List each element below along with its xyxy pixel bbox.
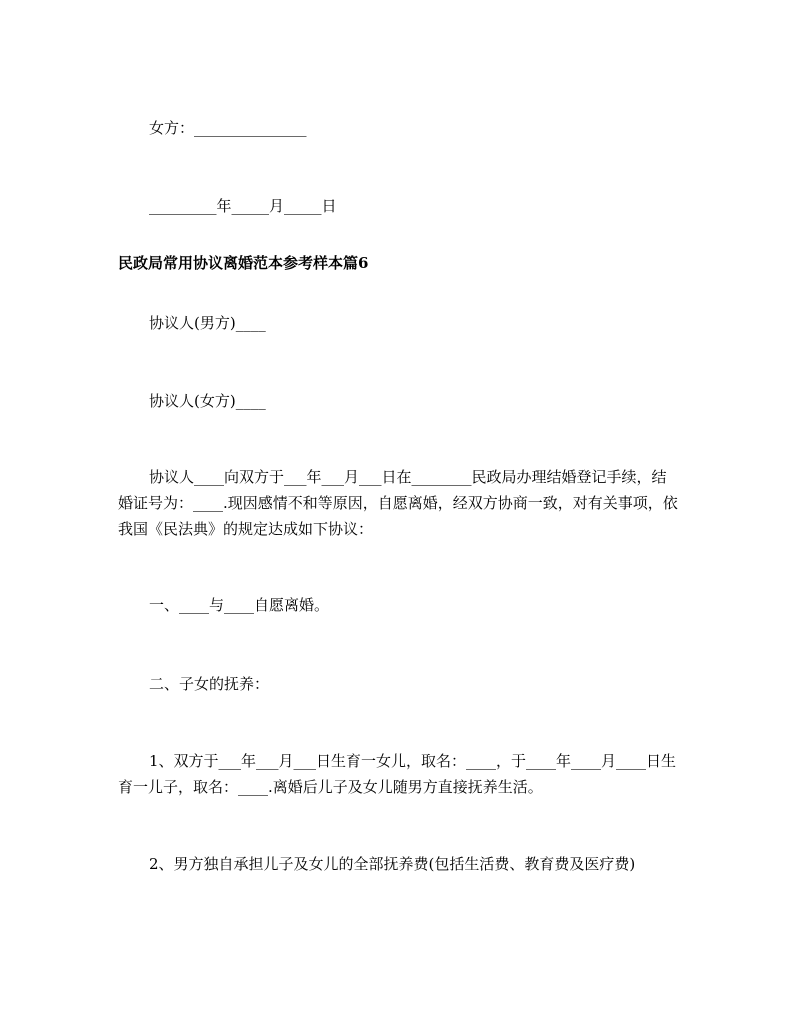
clause-2-heading: 二、子女的抚养： [149, 675, 270, 693]
date-line: _________年_____月_____日 [149, 197, 337, 215]
clause-2-2: 2、男方独自承担儿子及女儿的全部抚养费(包括生活费、教育费及医疗费) [149, 855, 636, 873]
female-signature-line: 女方：_______________ [149, 119, 307, 137]
section-title: 民政局常用协议离婚范本参考样本篇6 [118, 254, 369, 272]
clause-2-1: 1、双方于___年___月___日生育一女儿，取名：____，于____年____月____日生育一儿子，取名：____.离婚后儿子及女儿随男方直接抚养生活。 [118, 752, 677, 796]
clause-1: 一、____与____自愿离婚。 [149, 596, 330, 614]
party-female-line: 协议人(女方)____ [149, 392, 266, 410]
party-male-line: 协议人(男方)____ [149, 314, 266, 332]
intro-paragraph: 协议人____向双方于___年___月___日在________民政局办理结婚登记手续，结婚证号为：____.现因感情不和等原因，自愿离婚，经双方协商一致，对有关事项，依我国《民法典》的规定达成如下协议： [118, 468, 678, 538]
